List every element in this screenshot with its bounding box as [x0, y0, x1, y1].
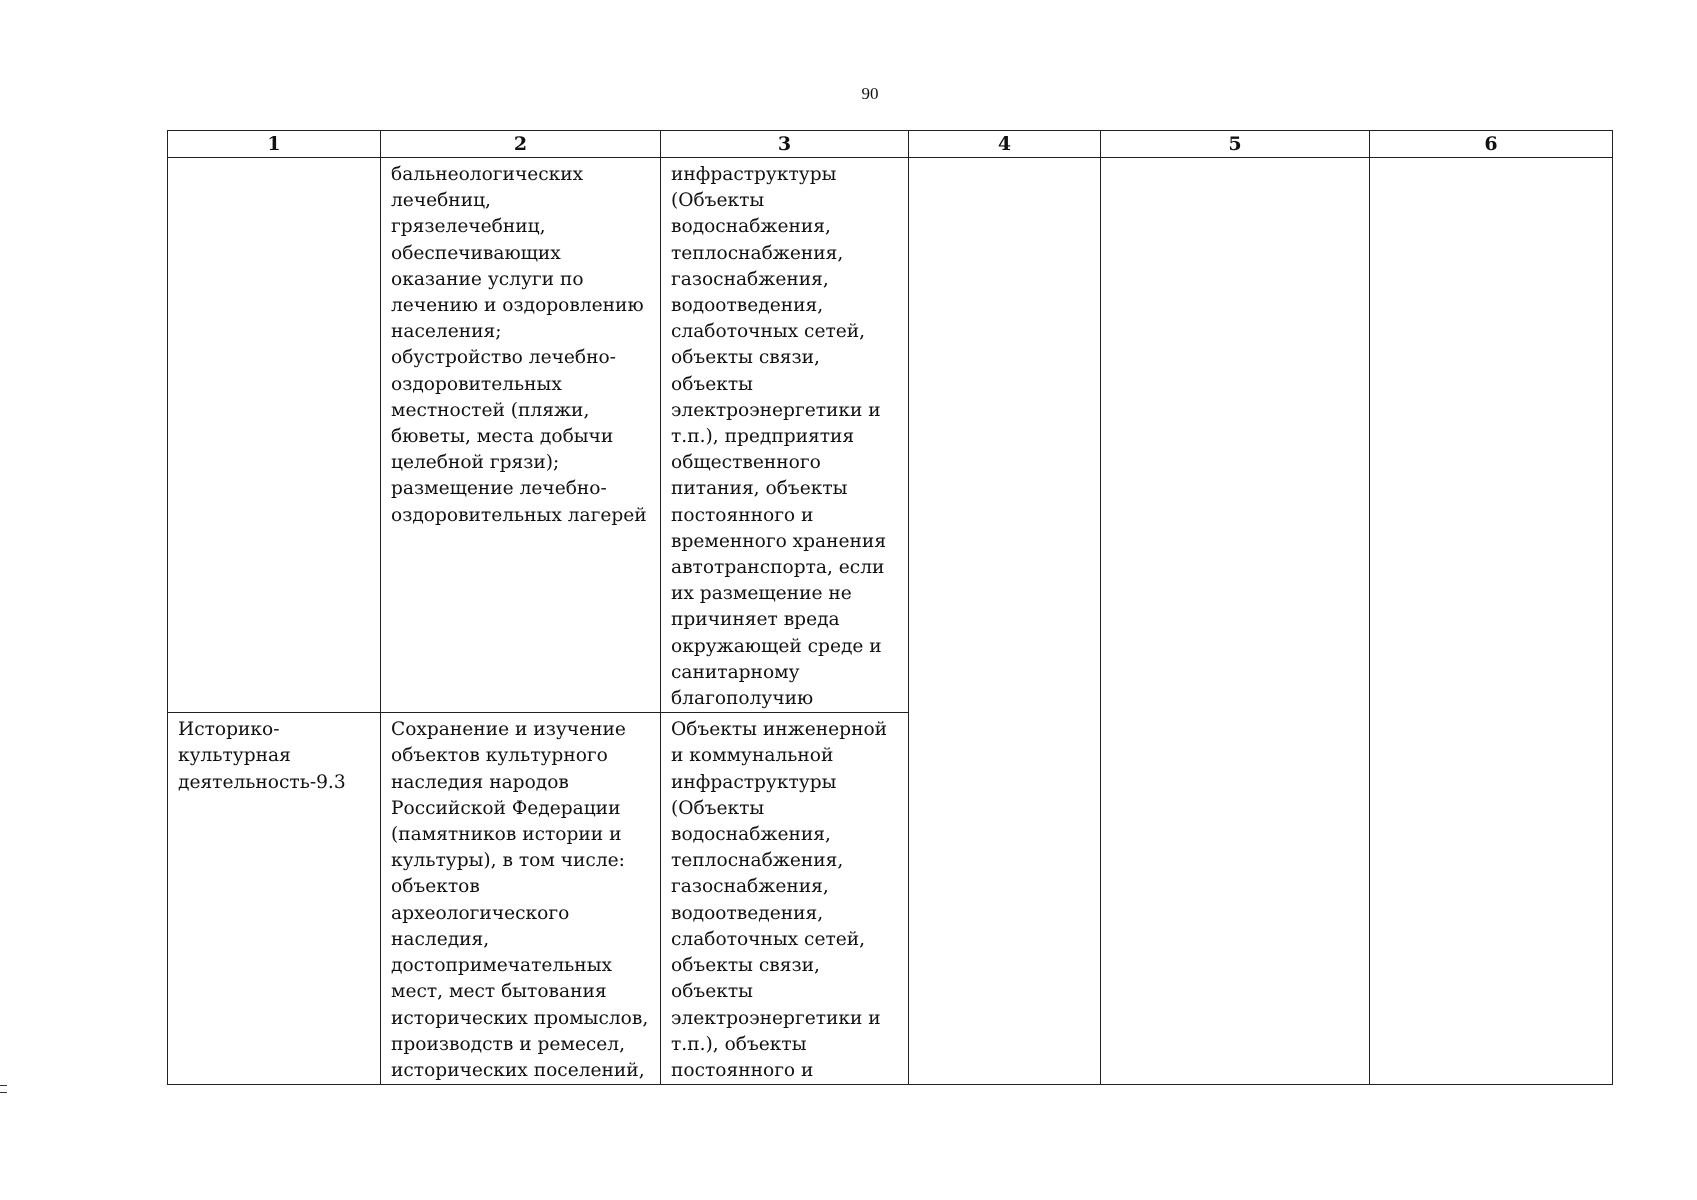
- header-col-3: 3: [661, 131, 909, 158]
- row2-col2-text: Сохранение и изучение объектов культурного наследия народов Российской Федерации (памятников истории и культуры), в том числе: объектов археологического наследия, достопримечательных мест, мест бытования исторических промыслов, производств и ремесел, исторических поселений,: [391, 719, 649, 1081]
- header-col-5: 5: [1101, 131, 1370, 158]
- row1-col2-text: бальнеологических лечебниц, грязелечебниц, обеспечивающих оказание услуги по лечению и оздоровлению населения; обустройство лечебно- оздоровительных местностей (пляжи, бюветы, места добычи целебной грязи); размещение лечебно- оздоровительных лагерей: [391, 164, 647, 526]
- land-use-table: [167, 130, 1613, 1085]
- row1-col2-cell: [381, 158, 661, 713]
- col5-empty-cell: [1101, 158, 1370, 1085]
- row2-col3-text: Объекты инженерной и коммунальной инфраструктуры (Объекты водоснабжения, теплоснабжения, газоснабжения, водоотведения, слаботочных сетей, объекты связи, объекты электроэнергетики и т.п.), объекты постоянного и: [671, 719, 888, 1081]
- table-header-row: [168, 131, 1613, 158]
- header-col-6: 6: [1370, 131, 1613, 158]
- col4-empty-cell: [909, 158, 1101, 1085]
- row1-col3-cell: [661, 158, 909, 713]
- row1-col1-text: [168, 158, 380, 162]
- row2-col2-cell: [381, 713, 661, 1085]
- header-col-1: 1: [168, 131, 381, 158]
- header-col-4: 4: [909, 131, 1101, 158]
- header-col-2: 2: [381, 131, 661, 158]
- row2-col3-cell: [661, 713, 909, 1085]
- table-row: [168, 158, 1613, 713]
- row2-col1-cell: [168, 713, 381, 1085]
- land-use-table-container: [167, 130, 1612, 1080]
- scan-edge-mark: [0, 1085, 7, 1093]
- col6-empty-cell: [1370, 158, 1613, 1085]
- row2-col1-text: Историко- культурная деятельность-9.3: [178, 719, 346, 793]
- row1-col1-cell: [168, 158, 381, 713]
- row1-col3-text: инфраструктуры (Объекты водоснабжения, теплоснабжения, газоснабжения, водоотведения, слаботочных сетей, объекты связи, объекты электроэнергетики и т.п.), предприятия общественного питания, объекты постоянного и временного хранения автотранспорта, если их размещение не причиняет вреда окружающей среде и санитарному благополучию: [671, 164, 887, 710]
- page-number: 90: [861, 84, 879, 103]
